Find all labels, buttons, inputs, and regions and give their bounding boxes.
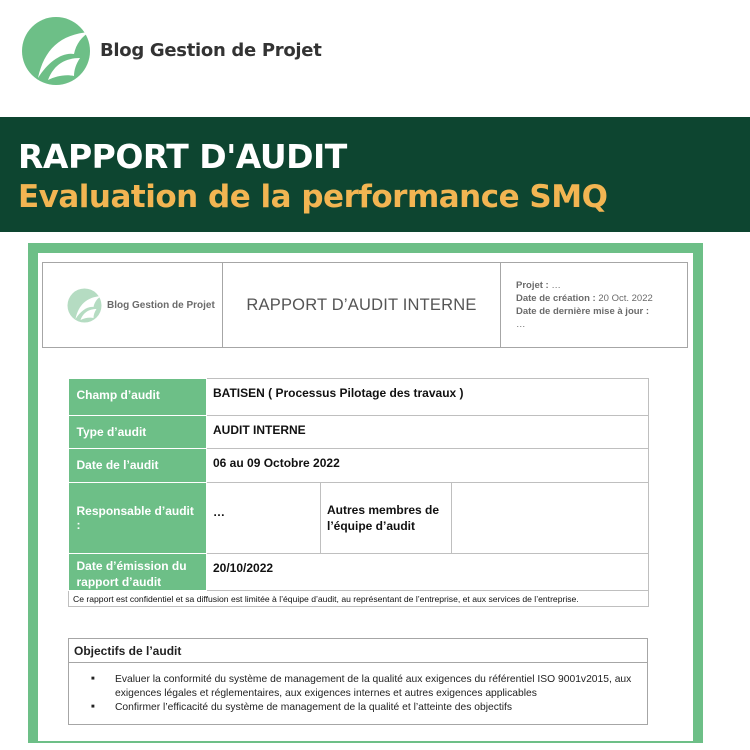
date-value: 06 au 09 Octobre 2022 xyxy=(207,449,649,483)
document-title: RAPPORT D’AUDIT INTERNE xyxy=(223,263,501,347)
table-row xyxy=(69,416,649,449)
projet-label: Projet : xyxy=(516,280,549,291)
table-row xyxy=(69,483,649,554)
list-item: ■ Evaluer la conformité du système de management de la qualité aux exigences du référentiel ISO 9001v2015, aux exigences légales et réglementaires, aux exigences internes et autres exigences applicables xyxy=(91,673,641,700)
objectives-list xyxy=(69,663,647,724)
confidential-note: Ce rapport est confidentiel et sa diffusion est limitée à l’équipe d’audit, au représentant de l’entreprise, et aux services de l’entreprise. xyxy=(69,591,649,607)
creation-label: Date de création : xyxy=(516,293,596,304)
responsable-value: … xyxy=(207,483,321,554)
document-frame xyxy=(28,243,703,743)
champ-value: BATISEN ( Processus Pilotage des travaux ) xyxy=(207,379,649,416)
table-row xyxy=(69,591,649,607)
document-meta xyxy=(501,263,687,347)
document-logo xyxy=(43,263,223,347)
champ-label: Champ d’audit xyxy=(69,379,207,416)
banner-title: RAPPORT D'AUDIT xyxy=(18,137,347,176)
autres-value xyxy=(452,483,649,554)
document-logo-text: Blog Gestion de Projet xyxy=(107,299,215,311)
autres-label: Autres membres de l’équipe d’audit xyxy=(321,483,452,554)
date-label: Date de l’audit xyxy=(69,449,207,483)
maj-label: Date de dernière mise à jour : xyxy=(516,306,650,317)
banner-subtitle: Evaluation de la performance SMQ xyxy=(18,179,608,215)
table-row xyxy=(69,379,649,416)
projet-value: … xyxy=(551,280,561,291)
objectives-box xyxy=(68,638,648,725)
type-label: Type d’audit xyxy=(69,416,207,449)
table-row xyxy=(69,554,649,591)
creation-line xyxy=(516,292,687,305)
projet-line xyxy=(516,279,687,292)
creation-value: 20 Oct. 2022 xyxy=(598,293,653,304)
document-page xyxy=(38,253,693,741)
table-row xyxy=(69,449,649,483)
document-header xyxy=(42,262,688,348)
maj-line xyxy=(516,305,687,318)
leaf-logo-icon xyxy=(18,14,96,86)
type-value: AUDIT INTERNE xyxy=(207,416,649,449)
emission-label: Date d’émission du rapport d’audit xyxy=(69,554,207,591)
brand-name: Blog Gestion de Projet xyxy=(100,39,322,61)
emission-value: 20/10/2022 xyxy=(207,554,649,591)
maj-value: … xyxy=(516,319,526,330)
audit-info-table xyxy=(68,378,649,607)
list-item: ■ Confirmer l’efficacité du système de management de la qualité et l’atteinte des objectifs xyxy=(91,701,641,715)
title-banner xyxy=(0,117,750,232)
objectives-heading: Objectifs de l’audit xyxy=(69,639,647,663)
responsable-label: Responsable d’audit : xyxy=(69,483,207,554)
leaf-logo-icon xyxy=(65,287,105,323)
brand-header xyxy=(18,14,322,86)
